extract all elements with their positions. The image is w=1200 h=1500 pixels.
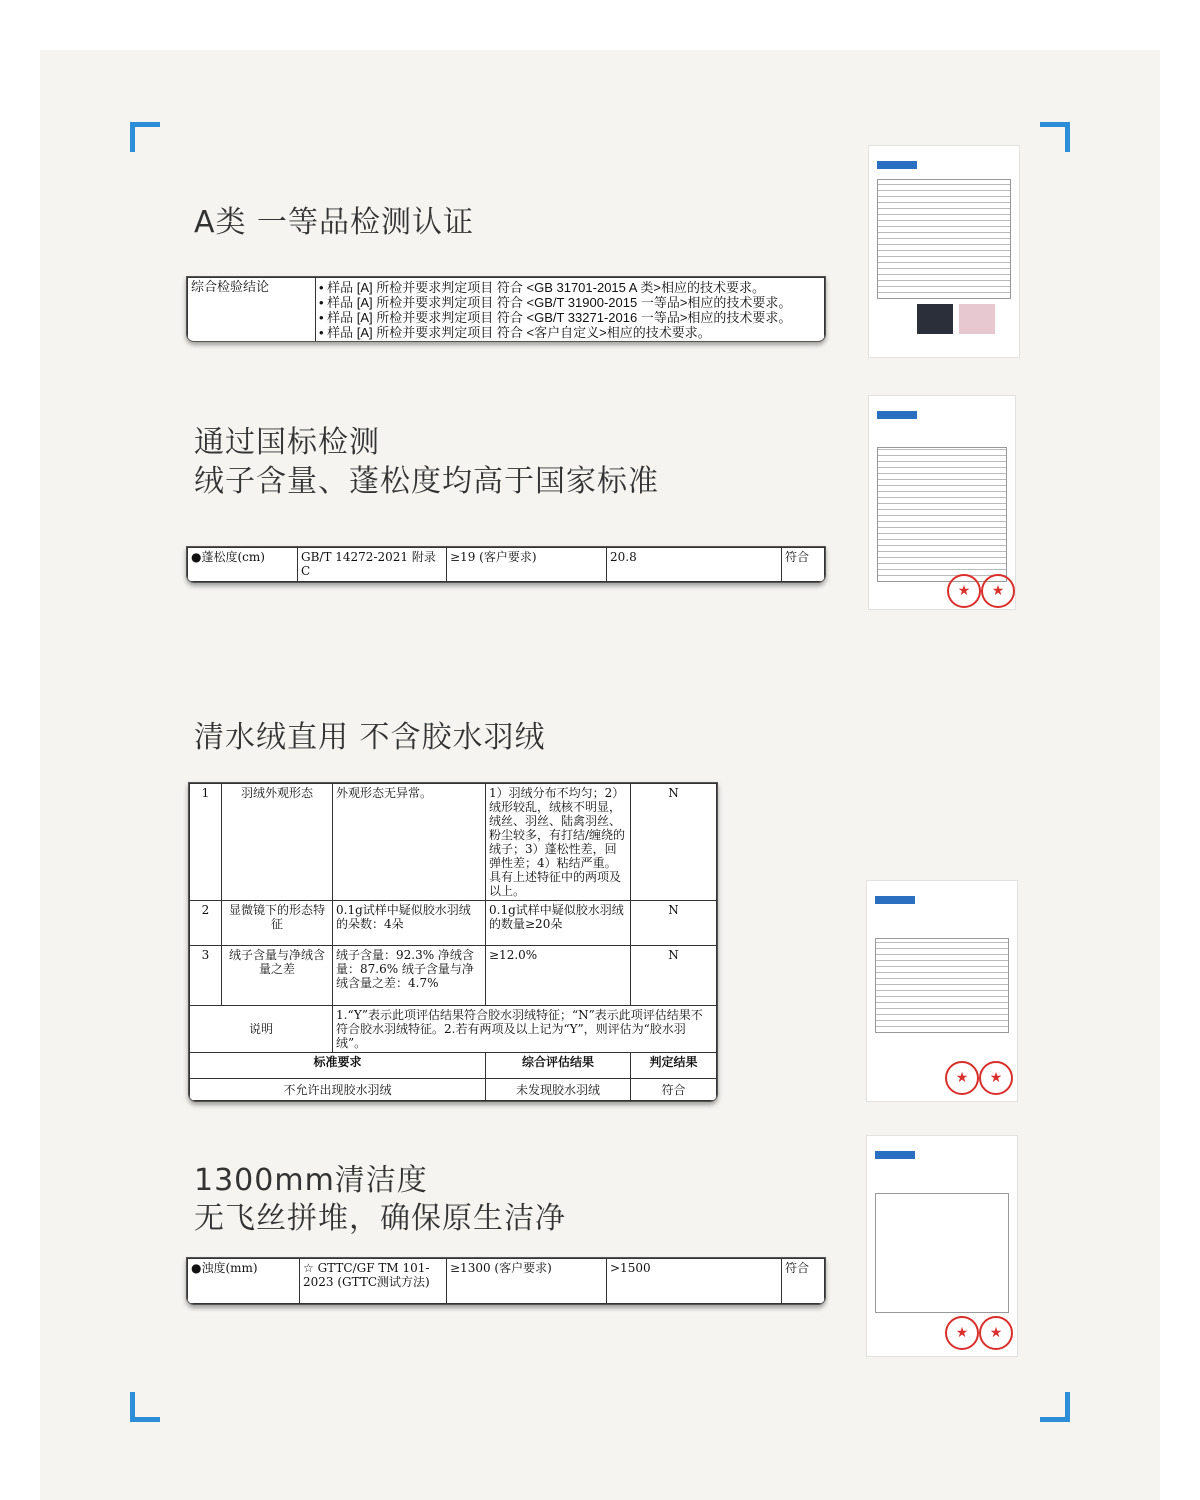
conclusion-line: • 样品 [A] 所检并要求判定项目 符合 <GB/T 31900-2015 一等品>相应的技术要求。 (319, 295, 792, 310)
header-evaluation: 综合评估结果 (486, 1053, 631, 1079)
stamp-icon: ★ (947, 574, 981, 608)
row-item: 绒子含量与净绒含量之差 (222, 946, 333, 1006)
logo-icon (875, 896, 915, 904)
conclusion-line: • 样品 [A] 所检并要求判定项目 符合 <GB 31701-2015 A 类>相应的技术要求。 (319, 280, 765, 295)
row-item: 显微镜下的形态特征 (222, 901, 333, 946)
section-title: 清水绒直用 不含胶水羽绒 (194, 720, 546, 755)
turbidity-requirement: ≥1300 (客户要求) (447, 1259, 607, 1304)
value-judgement: 符合 (631, 1079, 717, 1101)
turbidity-value: >1500 (607, 1259, 782, 1304)
row-item: 羽绒外观形态 (222, 784, 333, 901)
logo-icon (875, 1151, 915, 1159)
logo-icon (877, 411, 917, 419)
row-flag: N (631, 946, 717, 1006)
stamp-icon: ★ (945, 1061, 979, 1095)
row-criteria: ≥12.0% (486, 946, 631, 1006)
logo-icon (877, 161, 917, 169)
section-title: A类 一等品检测认证 (194, 205, 475, 240)
turbidity-result: 符合 (782, 1259, 825, 1304)
glue-down-table (188, 782, 718, 1102)
row-result: 外观形态无异常。 (333, 784, 486, 901)
row-criteria: 0.1g试样中疑似胶水羽绒的数量≥20朵 (486, 901, 631, 946)
certificate-thumbnail (866, 1135, 1018, 1357)
corner-bracket (1040, 1392, 1070, 1422)
row-criteria: 1）羽绒分布不均匀；2）绒形较乱，绒核不明显，绒丝、羽丝、陆禽羽丝、粉尘较多，有打结/缠绕的绒子；3）蓬松性差，回弹性差；4）粘结严重。具有上述特征中的两项及以上。 (486, 784, 631, 901)
stamp-icon: ★ (979, 1316, 1013, 1350)
section-subtitle: 无飞丝拼堆，确保原生洁净 (194, 1201, 566, 1236)
loft-item: ●蓬松度(cm) (188, 548, 298, 582)
turbidity-method: ☆ GTTC/GF TM 101-2023 (GTTC测试方法) (300, 1259, 447, 1304)
loft-value: 20.8 (607, 548, 782, 582)
certificate-thumbnail (868, 145, 1020, 358)
row-number: 1 (190, 784, 222, 901)
value-evaluation: 未发现胶水羽绒 (486, 1079, 631, 1101)
corner-bracket (130, 1392, 160, 1422)
note-text: 1.“Y”表示此项评估结果符合胶水羽绒特征；“N”表示此项评估结果不符合胶水羽绒特征。2.若有两项及以上记为“Y”，则评估为“胶水羽绒”。 (333, 1006, 717, 1053)
row-result: 绒子含量：92.3% 净绒含量：87.6% 绒子含量与净绒含量之差：4.7% (333, 946, 486, 1006)
section-subtitle: 绒子含量、蓬松度均高于国家标准 (194, 464, 659, 499)
row-number: 3 (190, 946, 222, 1006)
section-title: 通过国标检测 (194, 425, 380, 460)
row-result: 0.1g试样中疑似胶水羽绒的朵数：4朵 (333, 901, 486, 946)
turbidity-table (186, 1257, 826, 1305)
stamp-icon: ★ (945, 1316, 979, 1350)
certificate-thumbnail (868, 395, 1016, 610)
section-title: 1300mm清洁度 (194, 1163, 428, 1198)
loft-table (186, 546, 826, 583)
note-label: 说明 (190, 1006, 333, 1053)
corner-bracket (130, 122, 160, 152)
corner-bracket (1040, 122, 1070, 152)
header-judgement: 判定结果 (631, 1053, 717, 1079)
row-number: 2 (190, 901, 222, 946)
conclusion-line: • 样品 [A] 所检并要求判定项目 符合 <客户自定义>相应的技术要求。 (319, 325, 711, 340)
turbidity-item: ●浊度(mm) (188, 1259, 300, 1304)
loft-requirement: ≥19 (客户要求) (447, 548, 607, 582)
value-standard: 不允许出现胶水羽绒 (190, 1079, 486, 1101)
conclusion-label: 综合检验结论 (188, 278, 316, 343)
stamp-icon: ★ (979, 1061, 1013, 1095)
row-flag: N (631, 784, 717, 901)
conclusion-table (186, 276, 826, 342)
conclusion-line: • 样品 [A] 所检并要求判定项目 符合 <GB/T 33271-2016 一等品>相应的技术要求。 (319, 310, 792, 325)
loft-result: 符合 (782, 548, 825, 582)
loft-method: GB/T 14272-2021 附录C (298, 548, 447, 582)
stamp-icon: ★ (981, 574, 1015, 608)
header-standard: 标准要求 (190, 1053, 486, 1079)
row-flag: N (631, 901, 717, 946)
certificate-thumbnail (866, 880, 1018, 1102)
